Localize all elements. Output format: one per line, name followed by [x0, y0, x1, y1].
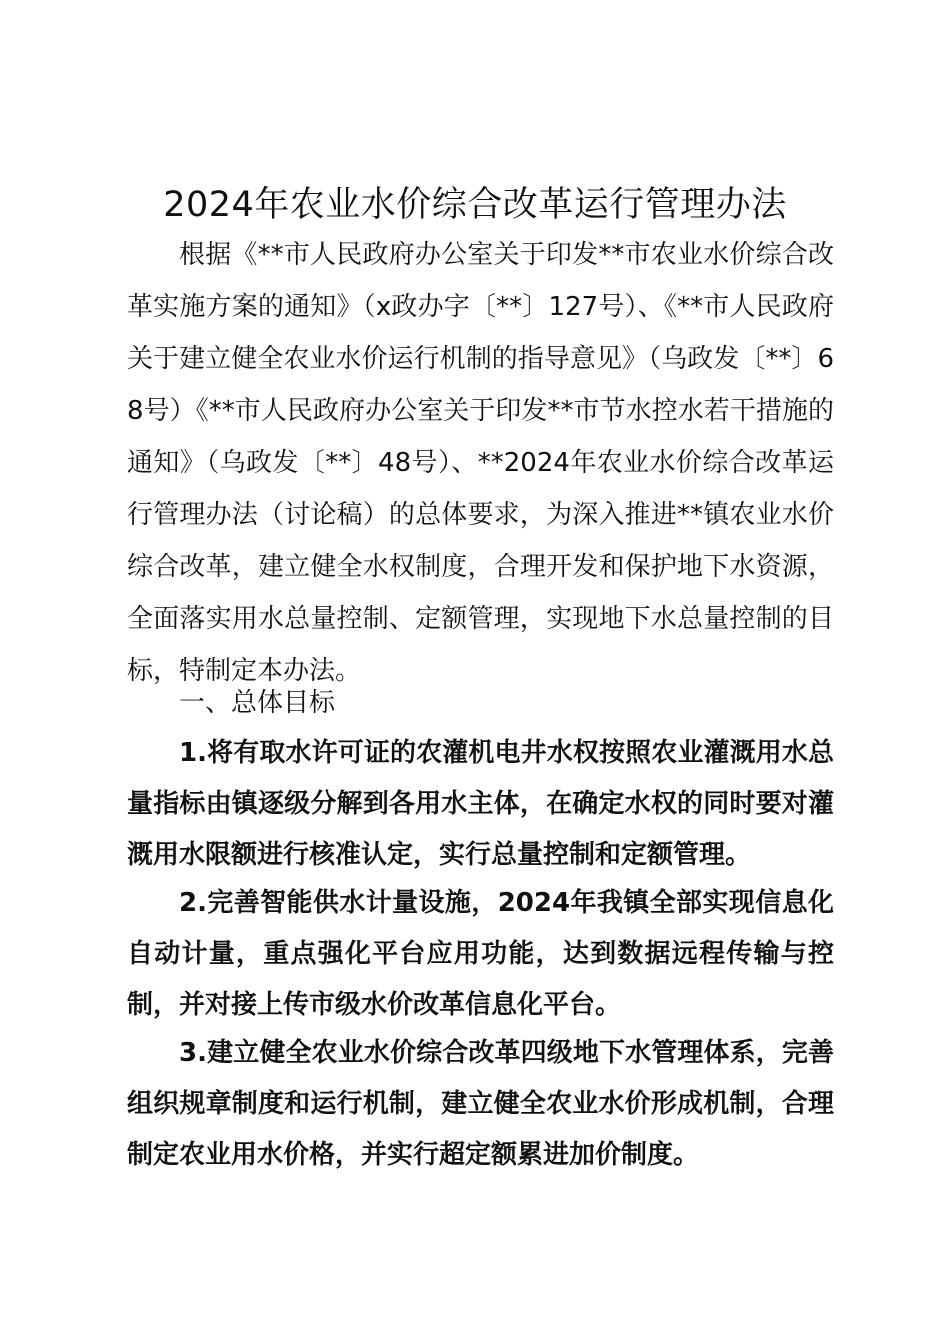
goal-item-2: 2.完善智能供水计量设施，2024年我镇全部实现信息化自动计量，重点强化平台应用功能，达到数据远程传输与控制，并对接上传市级水价改革信息化平台。	[127, 888, 834, 1020]
document-title: 2024年农业水价综合改革运行管理办法	[163, 185, 787, 225]
intro-paragraph: 根据《**市人民政府办公室关于印发**市农业水价综合改革实施方案的通知》（x政办字〔**〕127号）、《**市人民政府关于建立健全农业水价运行机制的指导意见》（乌政发〔**〕68号）《**市人民政府办公室关于印发**市节水控水若干措施的通知》（乌政发〔**〕48号）、**2024年农业水价综合改革运行管理办法（讨论稿）的总体要求，为深入推进**镇农业水价综合改革，建立健全水权制度，合理开发和保护地下水资源，全面落实用水总量控制、定额管理，实现地下水总量控制的目标，特制定本办法。	[127, 240, 834, 686]
goal-item-1: 1.将有取水许可证的农灌机电井水权按照农业灌溉用水总量指标由镇逐级分解到各用水主体，在确定水权的同时要对灌溉用水限额进行核准认定，实行总量控制和定额管理。	[127, 738, 834, 870]
goal-item-3: 3.建立健全农业水价综合改革四级地下水管理体系，完善组织规章制度和运行机制，建立健全农业水价形成机制，合理制定农业用水价格，并实行超定额累进加价制度。	[127, 1038, 834, 1170]
section-heading: 一、总体目标	[179, 688, 336, 718]
